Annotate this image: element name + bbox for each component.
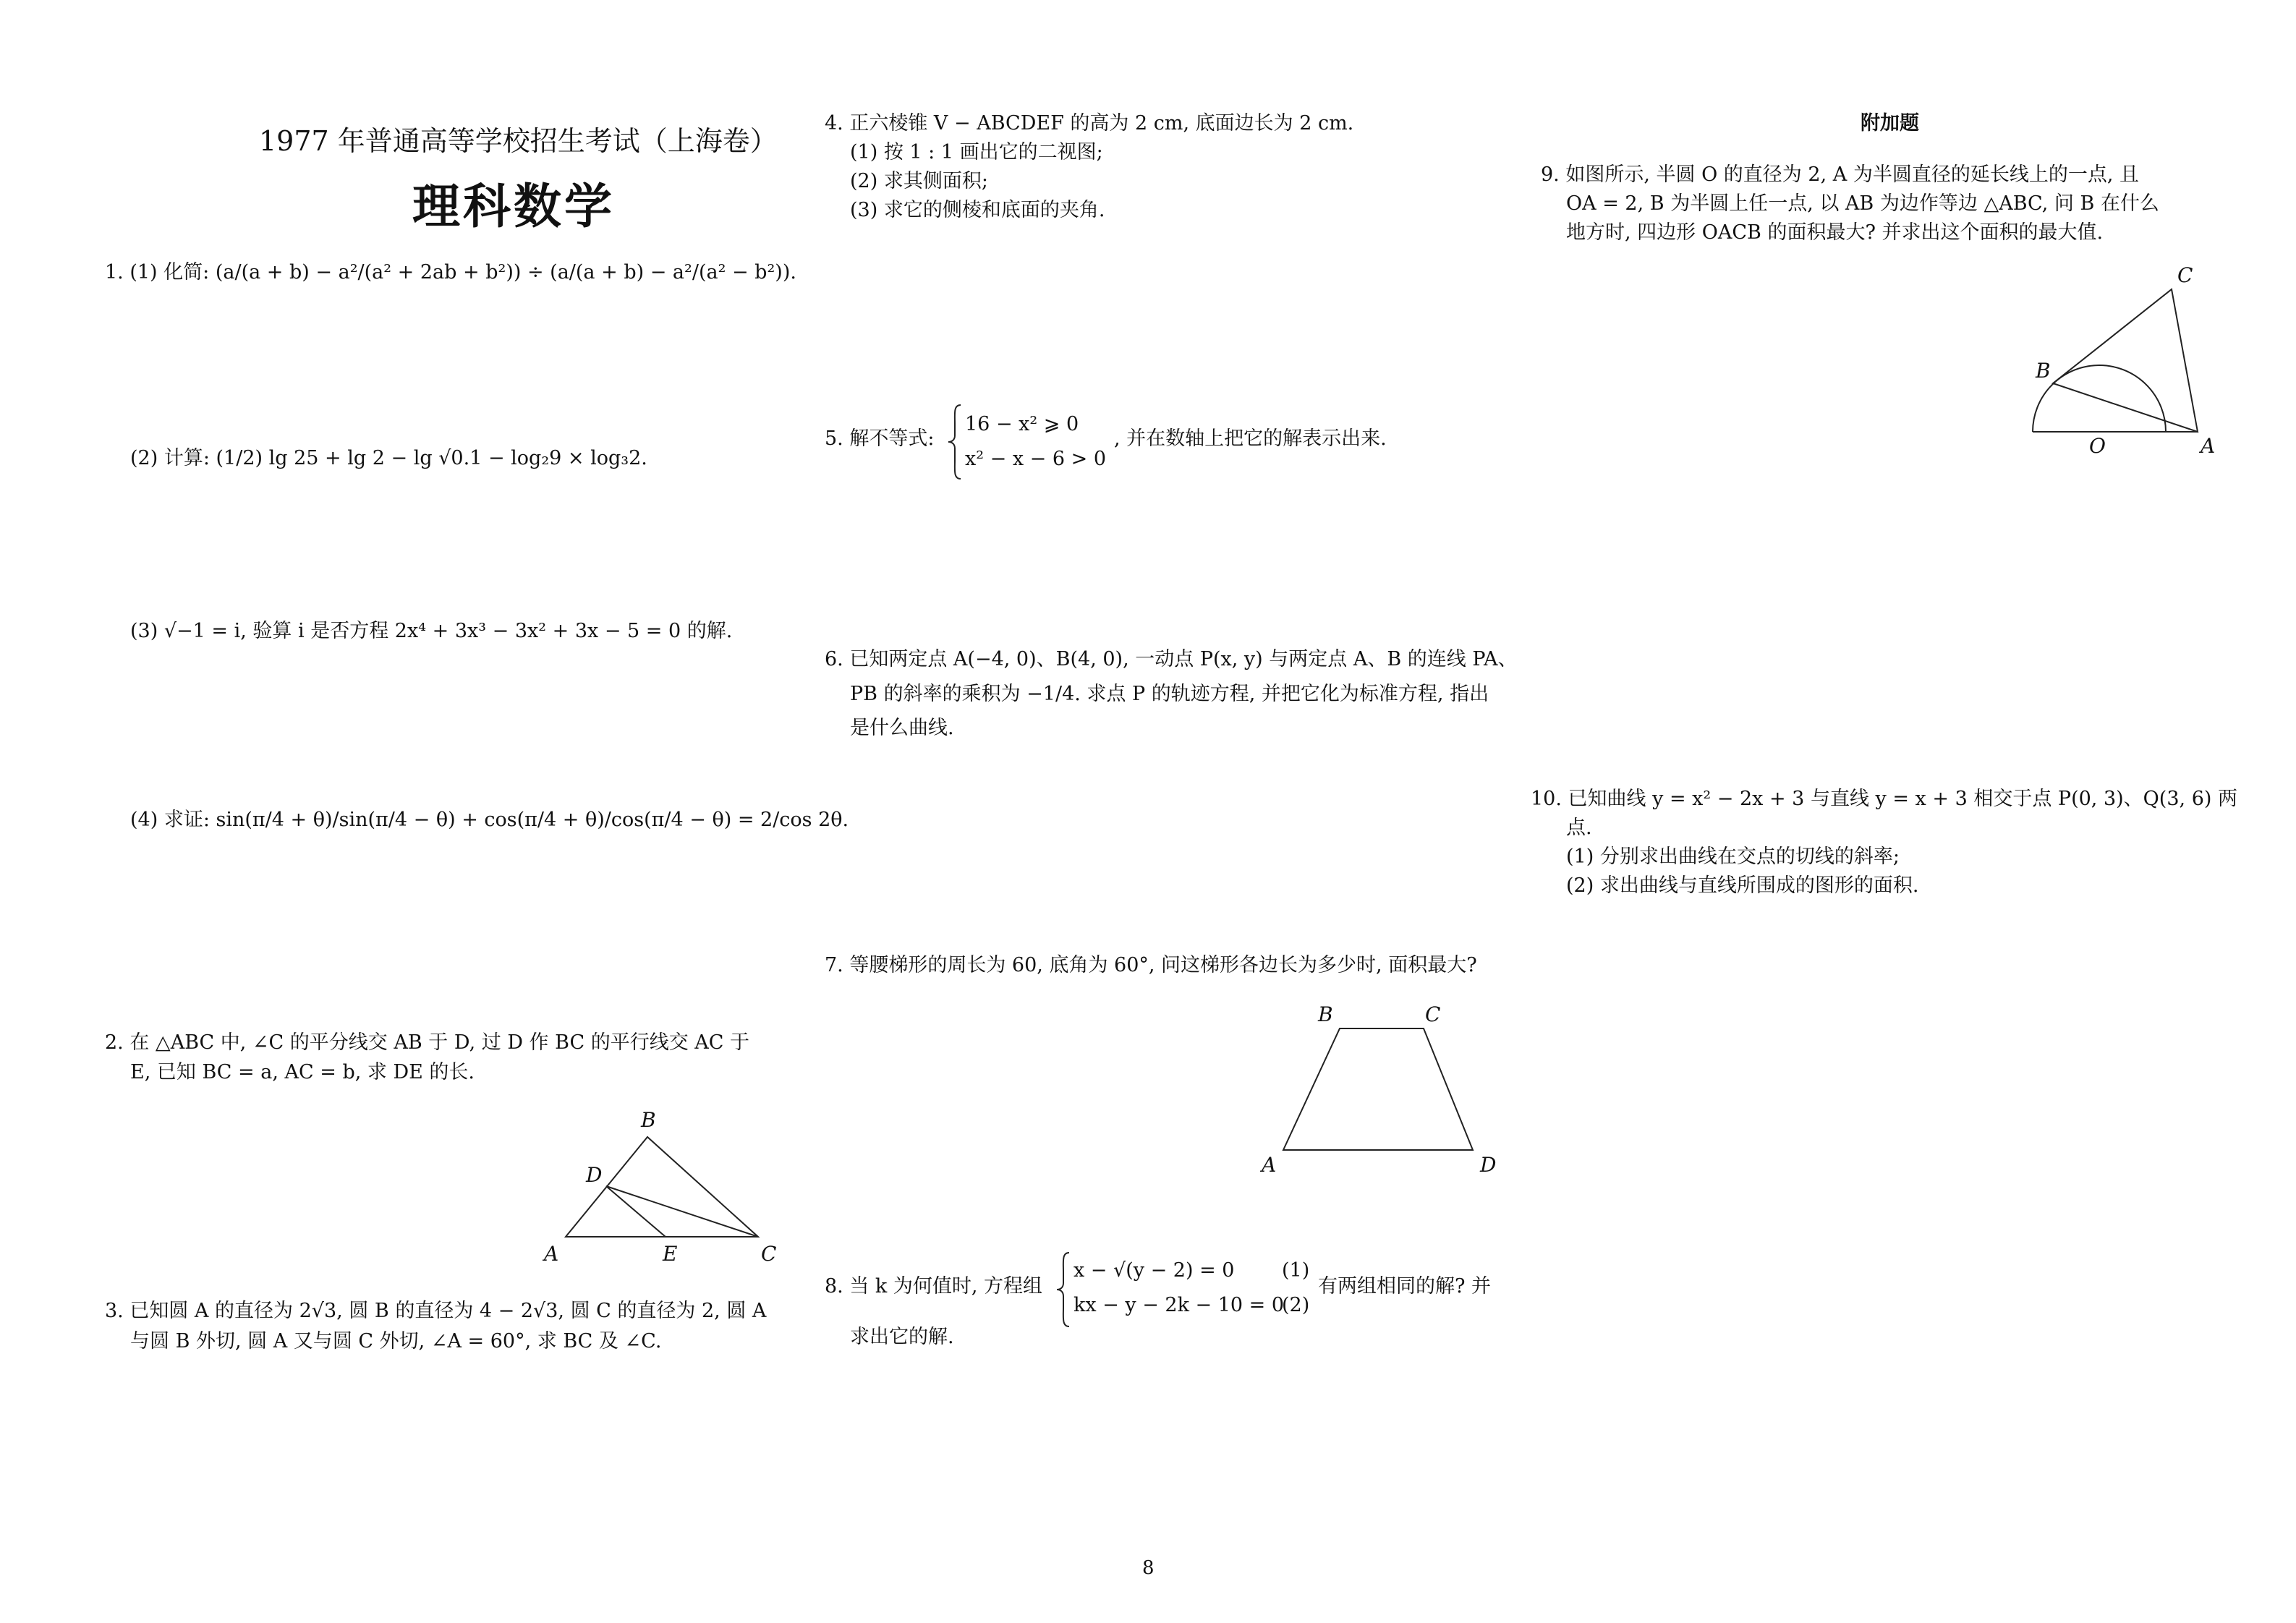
question-3-line-2: 与圆 B 外切, 圆 A 又与圆 C 外切, ∠A = 60°, 求 BC 及 ∠C. — [130, 1330, 662, 1352]
question-8-line-2: 求出它的解. — [850, 1326, 954, 1348]
question-5-inequality-2: x² − x − 6 > 0 — [965, 448, 1106, 470]
label-a: A — [2201, 434, 2216, 458]
question-10-line-4: (2) 求出曲线与直线所围成的图形的面积. — [1566, 874, 1919, 897]
page-number: 8 — [1142, 1557, 1155, 1579]
question-1-part-3: (3) √−1 = i, 验算 i 是否方程 2x⁴ + 3x³ − 3x² + 3x − 5 = 0 的解. — [130, 620, 733, 642]
question-5-inequality-1: 16 − x² ⩾ 0 — [965, 413, 1079, 435]
label-d: D — [586, 1163, 603, 1187]
question-9-line-2: OA = 2, B 为半圆上任一点, 以 AB 为边作等边 △ABC, 问 B 在什么 — [1566, 192, 2159, 215]
question-1-part-4: (4) 求证: sin(π/4 + θ)/sin(π/4 − θ) + cos(π/4 + θ)/cos(π/4 − θ) = 2/cos 2θ. — [130, 809, 849, 831]
question-9-line-1: 9. 如图所示, 半圆 O 的直径为 2, A 为半圆直径的延长线上的一点, 且 — [1541, 163, 2139, 186]
question-4-line-2: (1) 按 1 : 1 画出它的二视图; — [850, 141, 1103, 163]
label-a: A — [544, 1242, 559, 1266]
triangle-abc — [566, 1137, 758, 1237]
figure-trapezoid — [1251, 998, 1512, 1186]
system-brace-q5 — [946, 402, 964, 482]
bonus-section-title: 附加题 — [1861, 112, 1919, 135]
question-3-line-1: 3. 已知圆 A 的直径为 2√3, 圆 B 的直径为 4 − 2√3, 圆 C 的直径为 2, 圆 A — [105, 1300, 767, 1322]
question-5-tail: , 并在数轴上把它的解表示出来. — [1114, 427, 1387, 450]
label-c: C — [2177, 263, 2193, 287]
figure-triangle-abc — [535, 1099, 796, 1273]
question-4-line-3: (2) 求其侧面积; — [850, 170, 988, 192]
question-2-line-1: 2. 在 △ABC 中, ∠C 的平分线交 AB 于 D, 过 D 作 BC 的平行线交 AC 于 — [105, 1031, 750, 1054]
question-1-part-2: (2) 计算: (1/2) lg 25 + lg 2 − lg √0.1 − log₂9 × log₃2. — [130, 447, 647, 469]
question-5-label: 5. 解不等式: — [825, 427, 935, 450]
question-10-line-1: 10. 已知曲线 y = x² − 2x + 3 与直线 y = x + 3 相交于点 P(0, 3)、Q(3, 6) 两 — [1531, 788, 2237, 810]
question-6-line-1: 6. 已知两定点 A(−4, 0)、B(4, 0), 一动点 P(x, y) 与两定点 A、B 的连线 PA、 — [825, 648, 1518, 670]
question-9-line-3: 地方时, 四边形 OACB 的面积最大? 并求出这个面积的最大值. — [1566, 221, 2104, 244]
segment-dc — [606, 1186, 758, 1237]
question-2-line-2: E, 已知 BC = a, AC = b, 求 DE 的长. — [130, 1061, 475, 1083]
label-o: O — [2089, 434, 2106, 458]
exam-title: 理科数学 — [412, 178, 615, 234]
exam-subtitle: 1977 年普通高等学校招生考试（上海卷） — [259, 125, 778, 157]
question-8-eq-number-1: (1) — [1282, 1259, 1310, 1282]
question-8-equation-1: x − √(y − 2) = 0 — [1073, 1259, 1235, 1282]
label-e: E — [663, 1242, 678, 1266]
figure-semicircle — [2018, 260, 2242, 463]
question-6-line-3: 是什么曲线. — [850, 717, 954, 739]
label-d: D — [1480, 1153, 1497, 1177]
question-4-line-1: 4. 正六棱锥 V − ABCDEF 的高为 2 cm, 底面边长为 2 cm. — [825, 112, 1354, 135]
question-7: 7. 等腰梯形的周长为 60, 底角为 60°, 问这梯形各边长为多少时, 面积最大? — [825, 954, 1477, 976]
question-10-line-3: (1) 分别求出曲线在交点的切线的斜率; — [1566, 845, 1900, 868]
label-c: C — [761, 1242, 777, 1266]
label-b: B — [641, 1108, 656, 1132]
question-4-line-4: (3) 求它的侧棱和底面的夹角. — [850, 199, 1105, 221]
triangle-abc — [2053, 289, 2198, 432]
question-8-equation-2: kx − y − 2k − 10 = 0 — [1073, 1294, 1285, 1316]
question-8-label: 8. 当 k 为何值时, 方程组 — [825, 1275, 1043, 1298]
question-10-line-2: 点. — [1566, 817, 1592, 839]
label-b: B — [2036, 359, 2051, 383]
label-a: A — [1262, 1153, 1277, 1177]
question-6-line-2: PB 的斜率的乘积为 −1/4. 求点 P 的轨迹方程, 并把它化为标准方程, 指出 — [850, 683, 1489, 705]
question-8-tail: 有两组相同的解? 并 — [1318, 1275, 1492, 1298]
question-1-part-1: 1. (1) 化简: (a/(a + b) − a²/(a² + 2ab + b²)) ÷ (a/(a + b) − a²/(a² − b²)). — [105, 261, 796, 284]
segment-de — [606, 1186, 666, 1237]
label-b: B — [1318, 1002, 1333, 1026]
question-8-eq-number-2: (2) — [1282, 1294, 1310, 1316]
label-c: C — [1425, 1002, 1441, 1026]
system-brace-q8 — [1055, 1250, 1072, 1329]
trapezoid-abcd — [1283, 1028, 1473, 1150]
